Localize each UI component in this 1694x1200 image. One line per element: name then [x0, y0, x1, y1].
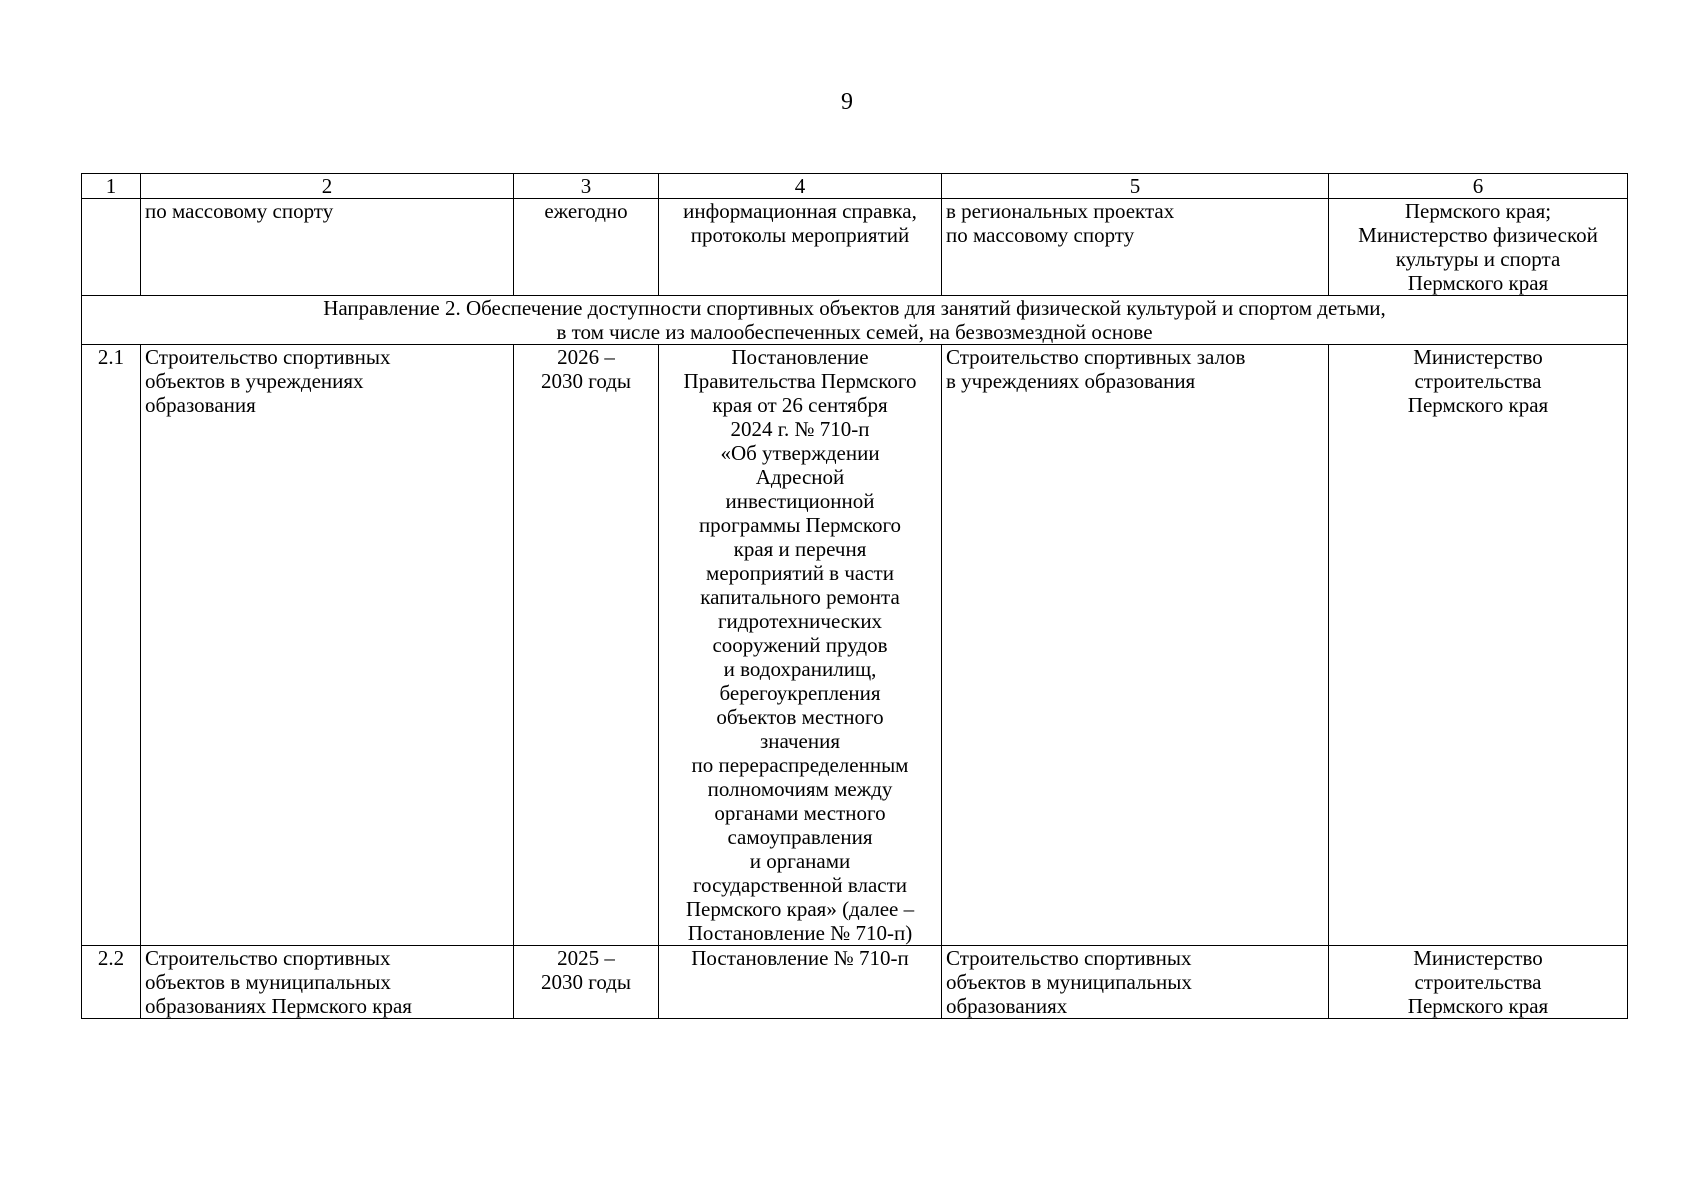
column-number-6: 6: [1329, 174, 1628, 199]
row-responsible: Министерство строительства Пермского края: [1329, 345, 1628, 946]
column-number-5: 5: [942, 174, 1329, 199]
cell-document: информационная справка, протоколы мероприятий: [659, 199, 942, 296]
row-number: 2.2: [82, 946, 141, 1019]
row-period: 2025 – 2030 годы: [514, 946, 659, 1019]
row-result: Строительство спортивных объектов в муниципальных образованиях: [942, 946, 1329, 1019]
column-number-row: [82, 174, 1628, 199]
row-document: Постановление Правительства Пермского края от 26 сентября 2024 г. № 710-п «Об утверждении Адресной инвестиционной программы Пермского края и перечня мероприятий в части капитального ремонта гидротехнических сооружений прудов и водохранилищ, берегоукрепления объектов местного значения по перераспределенным полномочиям между органами местного самоуправления и органами государственной власти Пермского края» (далее – Постановление № 710-п): [659, 345, 942, 946]
cell-name: по массовому спорту: [141, 199, 514, 296]
row-name: Строительство спортивных объектов в учреждениях образования: [141, 345, 514, 946]
table-row: [82, 946, 1628, 1019]
section-heading-line-1: Направление 2. Обеспечение доступности спортивных объектов для занятий физической культурой и спортом детьми,: [323, 296, 1386, 320]
section-heading-line-2: в том числе из малообеспеченных семей, на безвозмездной основе: [556, 320, 1153, 344]
section-row: [82, 296, 1628, 345]
column-number-3: 3: [514, 174, 659, 199]
column-number-2: 2: [141, 174, 514, 199]
measures-table: [81, 173, 1628, 1019]
cell-result: в региональных проектах по массовому спорту: [942, 199, 1329, 296]
row-responsible: Министерство строительства Пермского края: [1329, 946, 1628, 1019]
row-period: 2026 – 2030 годы: [514, 345, 659, 946]
row-number: 2.1: [82, 345, 141, 946]
page-number: 9: [841, 89, 853, 115]
row-name: Строительство спортивных объектов в муниципальных образованиях Пермского края: [141, 946, 514, 1019]
table-row: [82, 345, 1628, 946]
section-heading: [82, 296, 1628, 345]
cell-number: [82, 199, 141, 296]
row-result: Строительство спортивных залов в учреждениях образования: [942, 345, 1329, 946]
column-number-4: 4: [659, 174, 942, 199]
cell-period: ежегодно: [514, 199, 659, 296]
cell-responsible: Пермского края; Министерство физической культуры и спорта Пермского края: [1329, 199, 1628, 296]
continuation-row: [82, 199, 1628, 296]
row-document: Постановление № 710-п: [659, 946, 942, 1019]
column-number-1: 1: [82, 174, 141, 199]
